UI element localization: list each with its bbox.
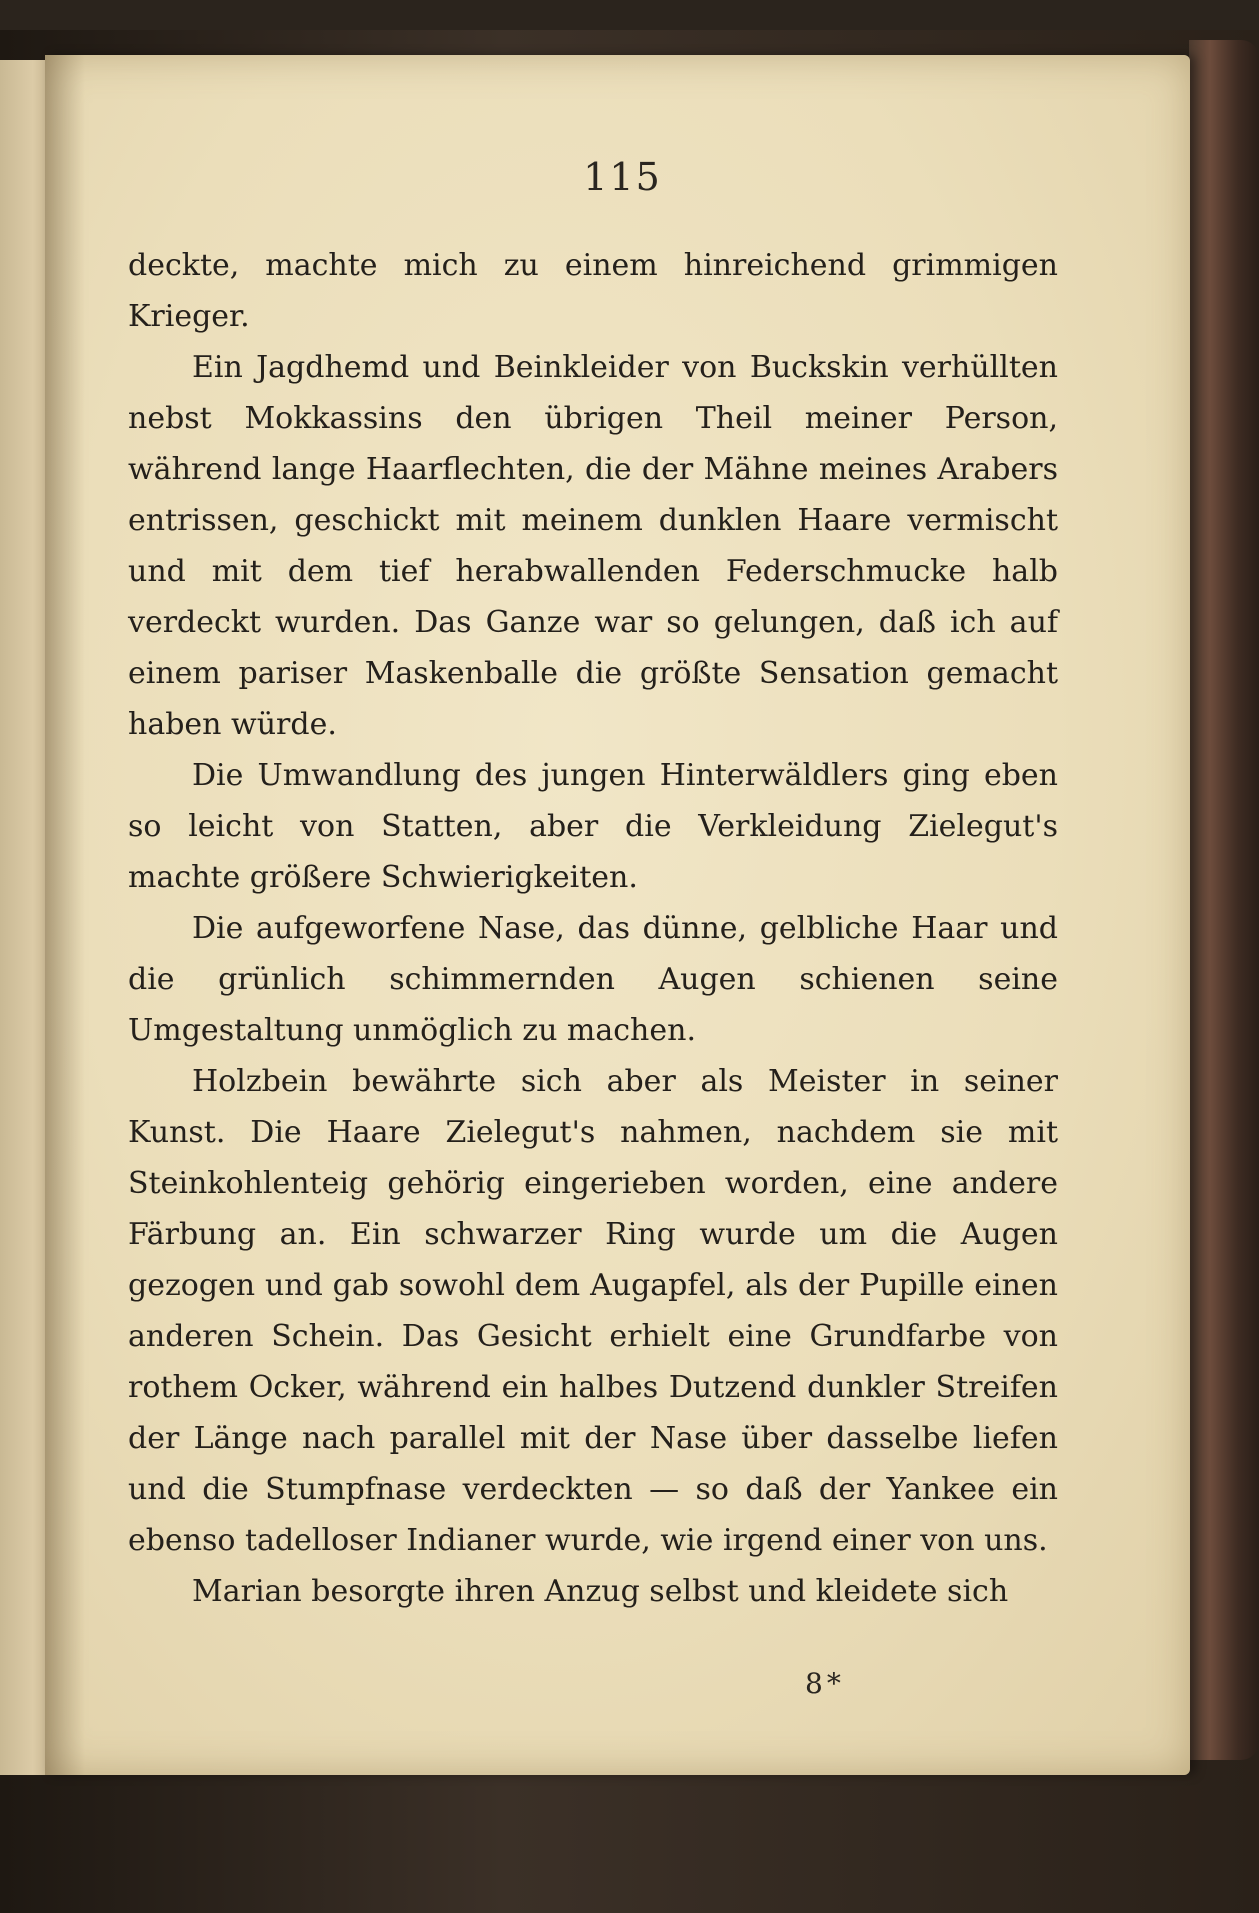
page-gutter [45, 55, 85, 1775]
paragraph: deckte, machte mich zu einem hinreichend grimmigen Krieger. [128, 248, 1058, 334]
page-number: 115 [583, 155, 662, 199]
paragraph: Ein Jagdhemd und Beinkleider von Buckskin verhüllten nebst Mokkassins den übrigen Theil meiner Person, während lange Haarflechten, die der Mähne meines Arabers entrissen, geschickt mit meinem dunklen Haare vermischt und mit dem tief herabwallenden Federschmucke halb verdeckt wurden. Das Ganze war so gelungen, daß ich auf einem pariser Maskenballe die größte Sensation gemacht haben würde. [128, 350, 1058, 742]
paragraph: Holzbein bewährte sich aber als Meister in seiner Kunst. Die Haare Zielegut's nahmen, nachdem sie mit Steinkohlenteig gehörig eingerieben worden, eine andere Färbung an. Ein schwarzer Ring wurde um die Augen gezogen und gab sowohl dem Augapfel, als der Pupille einen anderen Schein. Das Gesicht erhielt eine Grundfarbe von rothem Ocker, während ein halbes Dutzend dunkler Streifen der Länge nach parallel mit der Nase über dasselbe liefen und die Stumpfnase verdeckten — so daß der Yankee ein ebenso tadelloser Indianer wurde, wie irgend einer von uns. [128, 1064, 1058, 1558]
cover-edge [1189, 40, 1259, 1760]
signature-mark: 8* [805, 1667, 845, 1700]
book-page [45, 55, 1190, 1775]
body-text [128, 240, 1058, 1617]
paragraph: Die Umwandlung des jungen Hinterwäldlers ging eben so leicht von Statten, aber die Verkleidung Zielegut's machte größere Schwierigkeiten. [128, 758, 1058, 895]
paragraph: Marian besorgte ihren Anzug selbst und kleidete sich [192, 1574, 1009, 1609]
paragraph: Die aufgeworfene Nase, das dünne, gelbliche Haar und die grünlich schimmernden Augen schienen seine Umgestaltung unmöglich zu machen. [128, 911, 1058, 1048]
